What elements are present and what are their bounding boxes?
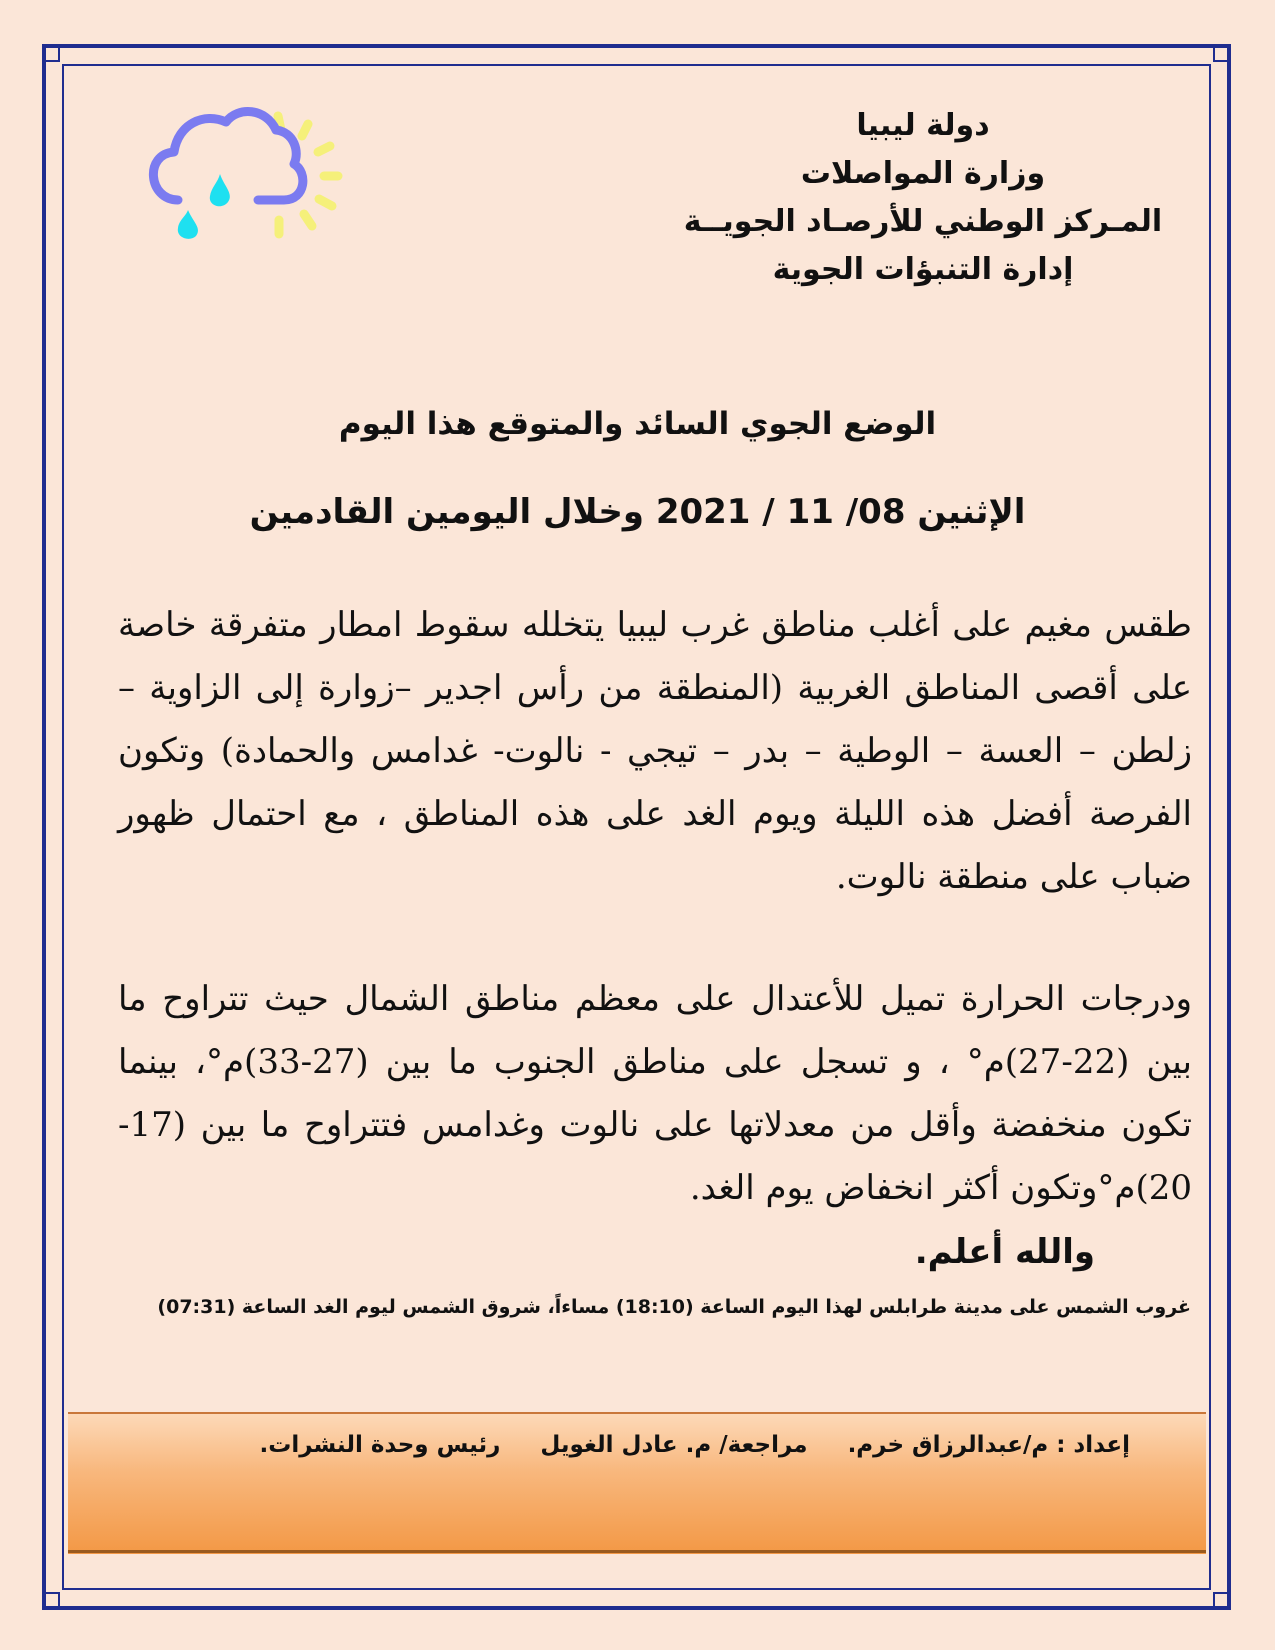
- letterhead: [663, 102, 1183, 294]
- center-name: المـركز الوطني للأرصـاد الجويــة: [683, 204, 1163, 239]
- border-corner: [1213, 1592, 1229, 1608]
- border-corner: [44, 46, 60, 62]
- ministry-name: وزارة المواصلات: [800, 156, 1046, 191]
- raindrop: [210, 174, 230, 206]
- reviewer-role: رئيس وحدة النشرات.: [259, 1432, 501, 1458]
- bulletin-date-line: الإثنين 08/ 11 / 2021 وخلال اليومين القادمين: [249, 492, 1026, 532]
- border-corner: [1213, 46, 1229, 62]
- country-name: دولة ليبيا: [856, 108, 990, 143]
- border-corner: [44, 1592, 60, 1608]
- forecast-paragraph-1: طقس مغيم على أغلب مناطق غرب ليبيا يتخلله سقوط امطار متفرقة خاصة على أقصى المناطق الغربية (المنطقة من رأس اجدير –زوارة إلى الزاوية – زلطن – العسة – الوطية – بدر – تيجي - نالوت- غدامس والحمادة) وتكون الفرصة أفضل هذه الليلة ويوم الغد على هذه المناطق ، مع احتمال ظهور ضباب على منطقة نالوت.: [118, 605, 1192, 897]
- bulletin-title: الوضع الجوي السائد والمتوقع هذا اليوم: [338, 406, 937, 442]
- reviewed-by: مراجعة/ م. عادل الغويل: [540, 1432, 808, 1458]
- prepared-by: إعداد : م/عبدالرزاق خرم.: [847, 1432, 1130, 1458]
- raindrop: [178, 210, 198, 239]
- department-name: إدارة التنبؤات الجوية: [772, 252, 1074, 287]
- forecast-paragraph-2: ودرجات الحرارة تميل للأعتدال على معظم مناطق الشمال حيث تتراوح ما بين (22-27)م° ، و تسجل على مناطق الجنوب ما بين (27-33)م°، بينما تكون منخفضة وأقل من معدلاتها على نالوت وغدامس فتتراوح ما بين (17-20)م°وتكون أكثر انخفاض يوم الغد.: [118, 979, 1193, 1208]
- credits: [227, 1432, 1130, 1458]
- cloud-rain-sun-icon: [138, 102, 378, 262]
- closing-phrase: والله أعلم.: [914, 1232, 1095, 1272]
- sunset-sunrise-note: غروب الشمس على مدينة طرابلس لهذا اليوم الساعة (18:10) مساءاً، شروق الشمس ليوم الغد الساعة (07:31): [157, 1296, 1191, 1318]
- footer-divider: [68, 1550, 1206, 1553]
